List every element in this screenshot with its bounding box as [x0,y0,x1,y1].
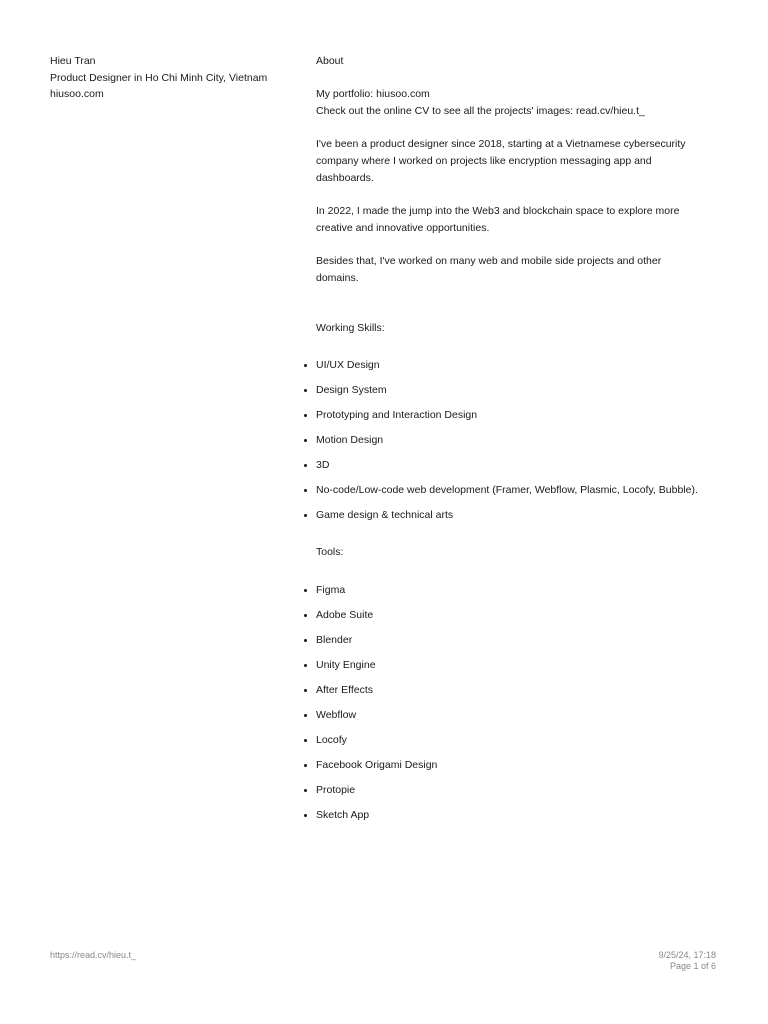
footer-url[interactable]: https://read.cv/hieu.t_ [50,950,137,960]
list-item: After Effects [316,682,706,699]
tools-heading: Tools: [316,546,344,559]
list-item: Locofy [316,732,706,749]
list-item: Figma [316,582,706,599]
list-item: Prototyping and Interaction Design [316,407,706,424]
about-heading: About [316,55,344,67]
list-item: Design System [316,382,706,399]
list-item: No-code/Low-code web development (Framer, Webflow, Plasmic, Locofy, Bubble). [316,482,706,499]
profile-role: Product Designer in Ho Chi Minh City, Vietnam [50,71,268,84]
tools-list [316,582,706,824]
skills-list [316,357,706,524]
skills-heading: Working Skills: [316,321,385,334]
list-item: UI/UX Design [316,357,706,374]
list-item: Motion Design [316,432,706,449]
portfolio-line: My portfolio: hiusoo.com [316,88,430,101]
about-paragraph: Besides that, I've worked on many web and mobile side projects and other domains. [316,255,662,285]
page-number: Page 1 of 6 [669,961,716,971]
list-item: Sketch App [316,807,706,824]
list-item: Blender [316,632,706,649]
list-item: 3D [316,457,706,474]
main-content [316,53,706,832]
footer-meta [658,950,716,972]
list-item: Protopie [316,782,706,799]
list-item: Adobe Suite [316,607,706,624]
list-item: Unity Engine [316,657,706,674]
footer-timestamp: 9/25/24, 17:18 [658,950,716,960]
profile-header [50,53,290,103]
list-item: Webflow [316,707,706,724]
profile-name: Hieu Tran [50,55,96,67]
profile-website-link[interactable]: hiusoo.com [50,88,104,101]
about-paragraph: I've been a product designer since 2018, starting at a Vietnamese cybersecurity company where I worked on projects like encryption messaging app and dashboards. [316,138,686,184]
cv-note: Check out the online CV to see all the projects' images: read.cv/hieu.t_ [316,105,645,118]
about-paragraph: In 2022, I made the jump into the Web3 and blockchain space to explore more creative and innovative opportunities. [316,205,680,234]
list-item: Facebook Origami Design [316,757,706,774]
list-item: Game design & technical arts [316,507,706,524]
